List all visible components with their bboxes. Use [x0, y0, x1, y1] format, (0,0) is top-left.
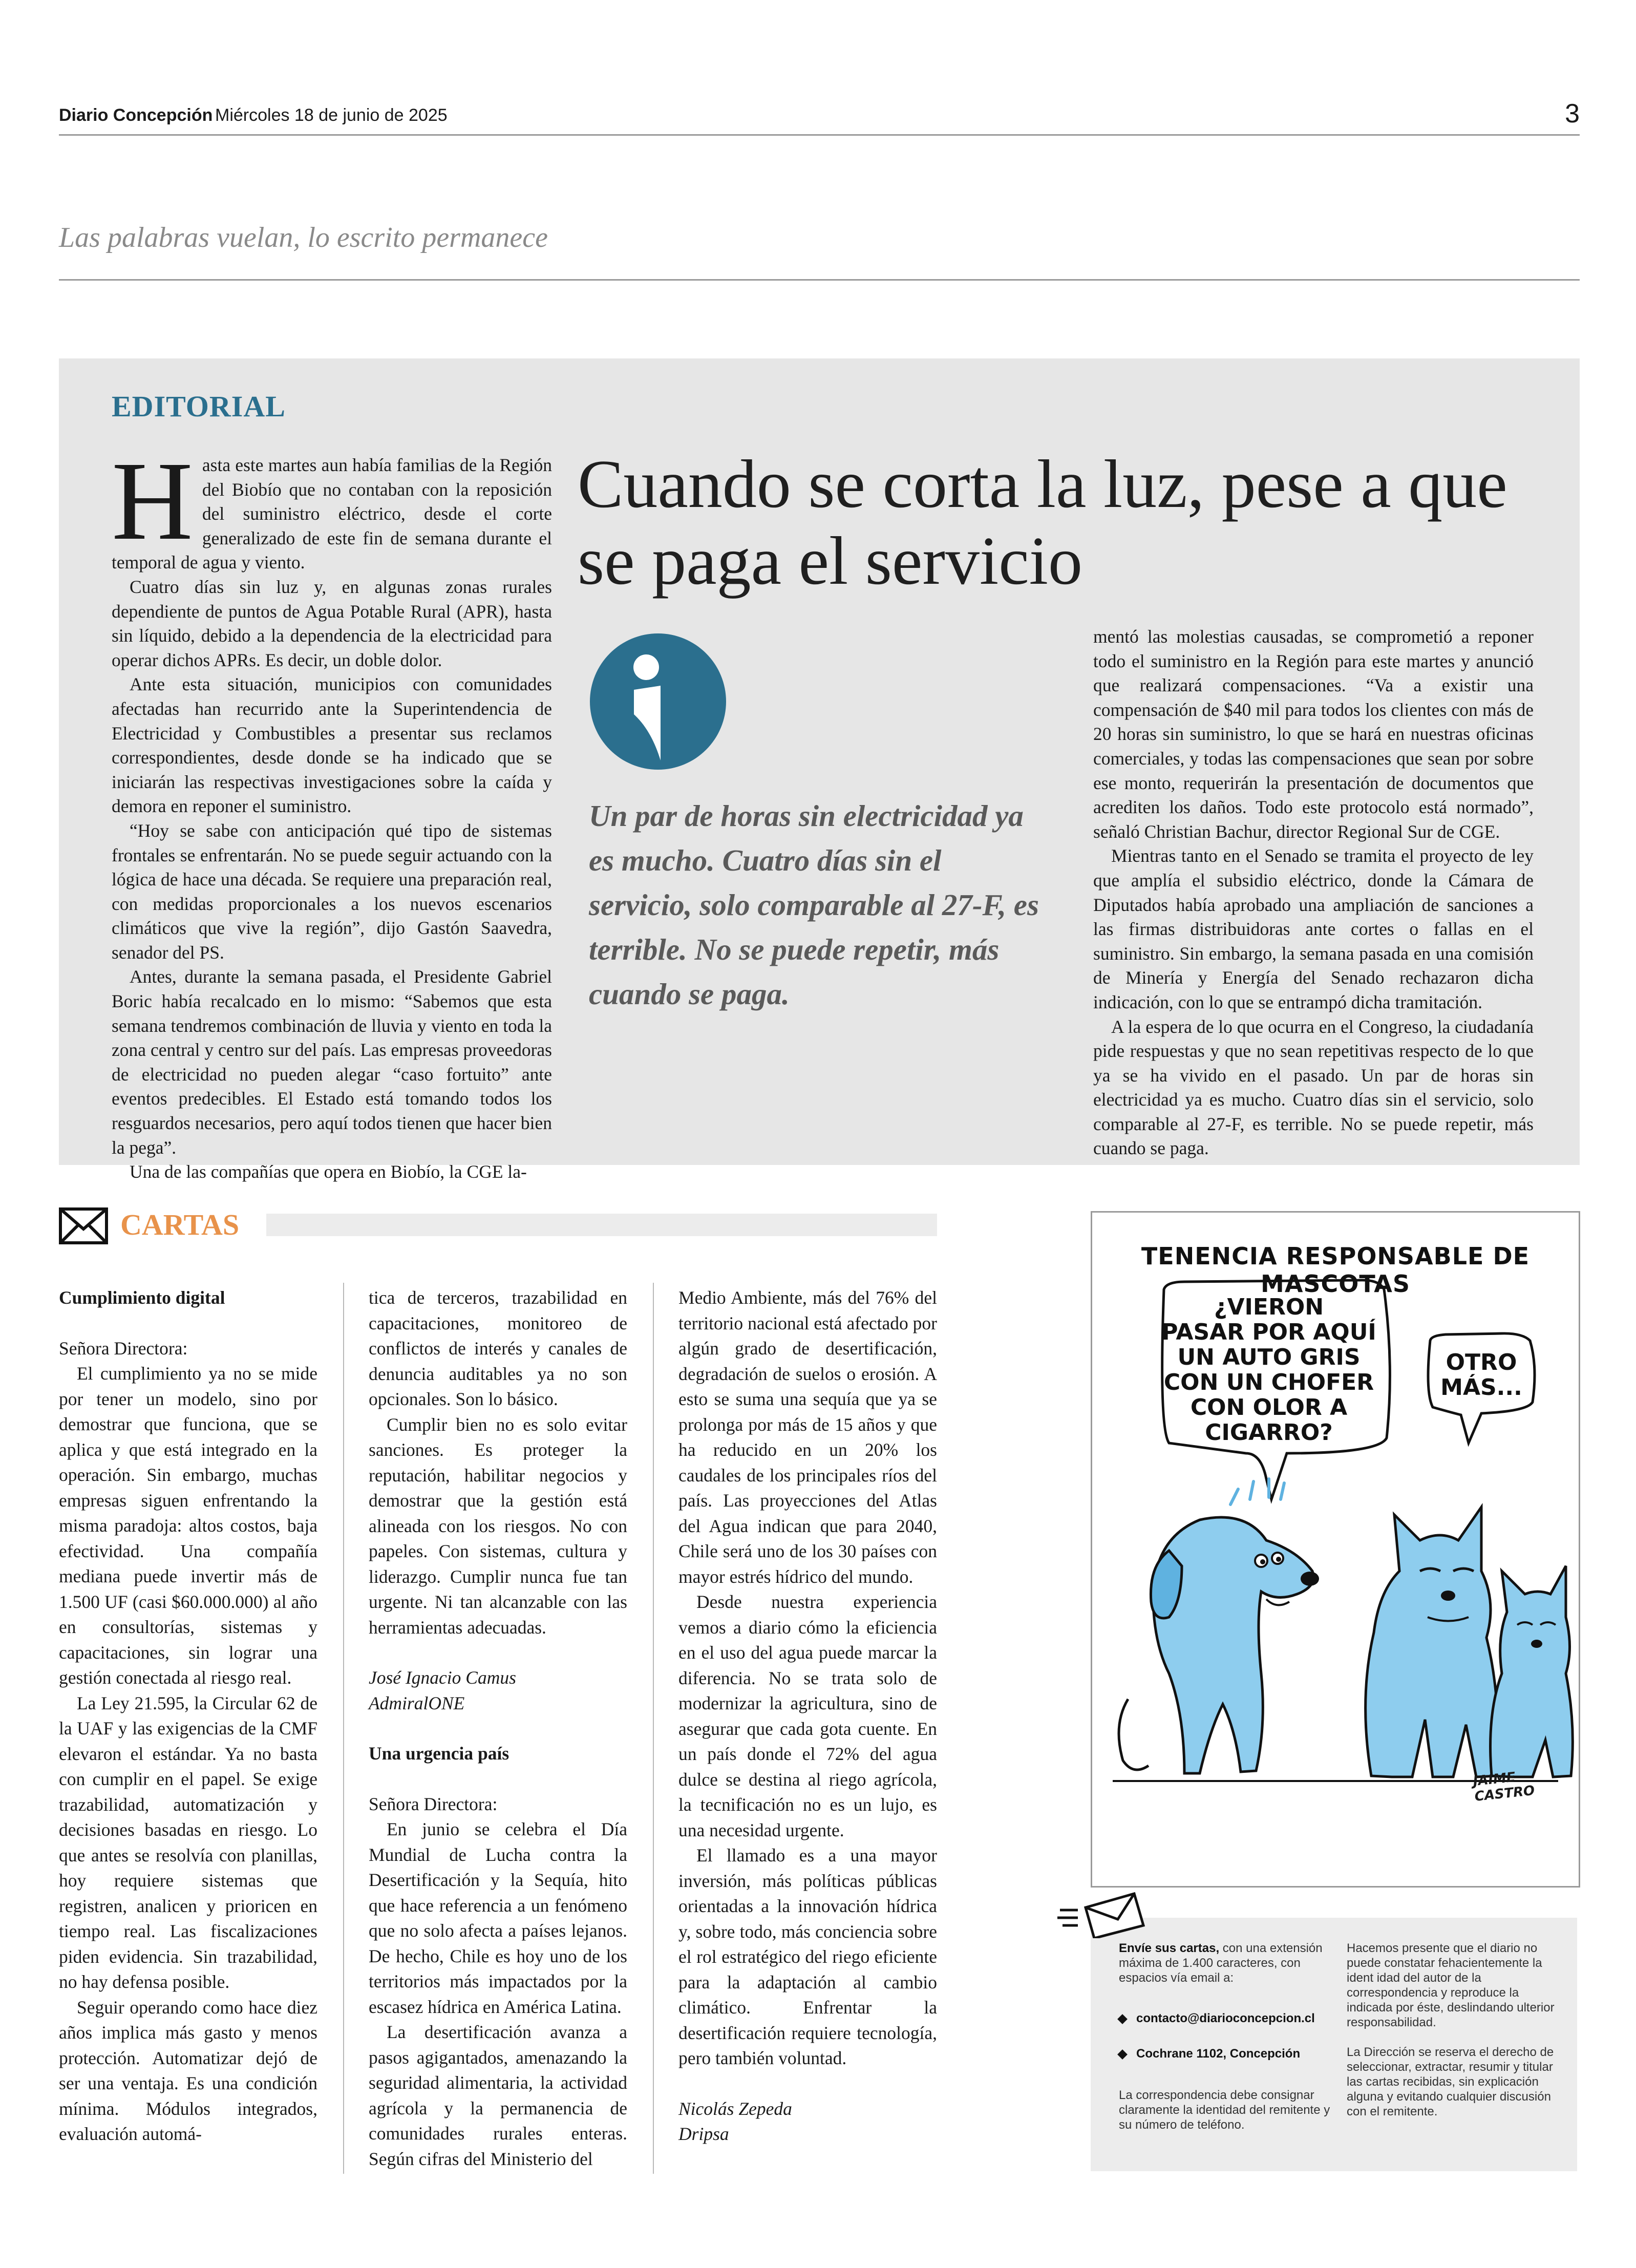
letter-paragraph: Cumplir bien no es solo evitar sanciones. Es proteger la reputación, habilitar negocios y demostrar que la gestión está alineada con los riesgos. No con papeles. Con sistemas, cultura y liderazgo. Cumplir nunca fue tan urgente. Ni tan alcanzable con las herramientas adecuadas.: [369, 1414, 627, 1638]
editorial-pull-quote: Un par de horas sin electricidad ya es mucho. Cuatro días sin el servicio, solo comparable al 27-F, es terrible. No se puede repetir, más cuando se paga.: [589, 799, 1039, 1011]
dog-middle: [1366, 1507, 1498, 1777]
editorial-paragraph: Mientras tanto en el Senado se tramita el proyecto de ley que amplía el subsidio eléctrico, donde la Cámara de Diputados había aprobado una ampliación de sanciones a las firmas distribuidoras ante cortes o fallas en el suministro. Sin embargo, la semana pasada en una comisión de Minería y Energía del Senado rechazaron dicha indicación, con lo que se entrampó dicha tramitación.: [1093, 845, 1534, 1012]
editorial-paragraph: Una de las compañías que opera en Biobío, la CGE la-: [130, 1161, 527, 1182]
letter-paragraph: La Ley 21.595, la Circular 62 de la UAF y las exigencias de la CMF elevaron el estándar. Ya no basta con cumplir en el papel. Se exige trazabilidad, automatización y decisiones basadas en riesgo. Lo que antes se resolvía con planillas, hoy requiere sistemas que registren, analicen y prioricen en tiempo real. Las fiscalizaciones piden evidencia. Sin trazabilidad, no hay defensa posible.: [59, 1692, 317, 1992]
dog-right: [1491, 1566, 1573, 1777]
send-letters-label: Envíe sus cartas,: [1119, 1941, 1220, 1955]
letter-paragraph: tica de terceros, trazabilidad en capacitaciones, monitoreo de conflictos de interés y canales de denuncia auditables ya no son opcionales. Son lo básico.: [369, 1287, 627, 1409]
letter-paragraph: En junio se celebra el Día Mundial de Lucha contra la Desertificación y la Sequía, hito que hace referencia a un fenómeno que no solo afecta a países lejanos. De hecho, Chile es hoy uno de los territorios más impactados por la escasez hídrica en América Latina.: [369, 1819, 627, 2017]
letter-paragraph: La desertificación avanza a pasos agigantados, amenazando la seguridad alimentaria, la actividad agrícola y la permanencia de comunidades rurales enteras. Según cifras del Ministerio del: [369, 2022, 627, 2169]
cartoon-title: TENENCIA RESPONSABLE DE MASCOTAS: [1141, 1242, 1530, 1298]
info-left-column: [1119, 1941, 1334, 2132]
authorship-disclaimer: Hacemos presente que el diario no puede constatar fehacientemente la ident idad del autor de la correspondencia y reproduce la indicada por éste, deslindando ulterior responsabilidad.: [1347, 1941, 1555, 2029]
section-tagline: Las palabras vuelan, lo escrito permanece: [59, 222, 548, 253]
flying-envelope-icon: [1057, 1890, 1147, 1938]
contact-email: contacto@diarioconcepcion.cl: [1136, 2011, 1315, 2025]
letter-author: Nicolás Zepeda: [678, 2098, 792, 2119]
page-number: 3: [1565, 99, 1580, 129]
letter-paragraph: Seguir operando como hace diez años implica más gasto y menos protección. Automatizar dejó de ser una ventaja. Es una condición mínima. Módulos integrados, evaluación automá-: [59, 1997, 317, 2144]
editorial-paragraph: A la espera de lo que ocurra en el Congreso, la ciudadanía pide respuestas y que no sean repetitivas respecto de lo que ya se ha vivido en el pasado. Un par de horas sin electricidad ya es mucho. Cuatro días sin el servicio, solo comparable al 27-F, es terrible. No se puede repetir, más cuando se paga.: [1093, 1016, 1534, 1159]
header-rule: [59, 134, 1580, 136]
envelope-icon: [59, 1207, 108, 1244]
editorial-paragraph: Antes, durante la semana pasada, el Presidente Gabriel Boric había recalcado en lo mismo: “Sabemos que esta semana tendremos combinación de lluvia y viento en toda la zona central y centro sur del país. Las empresas proveedoras de electricidad no pueden alegar “caso fortuito” ante eventos predecibles. El Estado está tomando todos los resguardos necesarios, pero aquí todos tienen que hacer bien la pega”.: [112, 966, 552, 1158]
cartas-header-bar: [266, 1214, 937, 1236]
letter-salutation: Señora Directora:: [59, 1338, 188, 1359]
letter-organization: AdmiralONE: [369, 1692, 465, 1713]
bullet-icon: [1117, 2049, 1128, 2060]
letter-title: Una urgencia país: [369, 1743, 509, 1764]
editorial-paragraph: “Hoy se sabe con anticipación qué tipo de sistemas frontales se enfrentarán. No se puede seguir actuando con la lógica de hace una década. Se requiere una preparación real, con medidas proporcionales a los nuevos escenarios climáticos que vive la región”, dijo Gastón Saavedra, senador del PS.: [112, 820, 552, 963]
letter-paragraph: El cumplimiento ya no se mide por tener un modelo, sino por demostrar que funciona, que se aplica y que está integrado en la operación. Sin embargo, muchas empresas siguen enfrentando la misma paradoja: altos costos, baja efectividad. Una compañía mediana puede invertir más de 1.500 UF (casi $60.000.000) al año en consultorías, sistemas y capacitaciones, sin lograr una gestión conectada al riesgo real.: [59, 1363, 317, 1688]
editorial-paragraph: Cuatro días sin luz y, en algunas zonas rurales dependiente de puntos de Agua Potable Rural (APR), hasta sin líquido, debido a la dependencia de la electricidad para operar dichos APRs. Es decir, un doble dolor.: [112, 576, 552, 670]
issue-date: Miércoles 18 de junio de 2025: [215, 105, 448, 125]
bullet-icon: [1117, 2014, 1128, 2024]
speech-bubble-reply: OTRO MÁS...: [1440, 1349, 1522, 1401]
letter-organization: Dripsa: [678, 2124, 729, 2144]
correspondence-note: La correspondencia debe consignar claramente la identidad del remitente y su número de teléfono.: [1119, 2088, 1330, 2132]
speech-bubble-question: ¿VIERON PASAR POR AQUÍ UN AUTO GRIS CON UN CHOFER CON OLOR A CIGARRO?: [1161, 1294, 1376, 1446]
tagline-rule: [59, 279, 1580, 281]
letters-column-2: [369, 1285, 627, 2172]
column-divider: [653, 1283, 654, 2174]
letter-salutation: Señora Directora:: [369, 1793, 498, 1814]
cartoon-panel: [1091, 1211, 1580, 1888]
cartoonist-signature: JAIME CASTRO: [1472, 1769, 1536, 1805]
info-icon: [589, 632, 727, 771]
editorial-paragraph: mentó las molestias causadas, se comprometió a reponer todo el suministro en la Región para este martes y anunció que realizará compensaciones. “Va a existir una compensación de $40 mil para todos los clientes con más de 20 horas sin suministro, lo que se hará en nuestras oficinas comerciales, y todas las compensaciones que sean por sobre ese monto, requerirán la presentación de documentos que acrediten los daños. Todo este protocolo está normado”, señaló Christian Bachur, director Regional Sur de CGE.: [1093, 626, 1534, 842]
newspaper-name: Diario Concepción: [59, 105, 213, 125]
cartas-label: CARTAS: [120, 1208, 240, 1241]
letters-column-3: [678, 1285, 937, 2147]
dog-left: [1119, 1517, 1319, 1773]
column-divider: [343, 1283, 344, 2174]
letter-paragraph: Desde nuestra experiencia vemos a diario cómo la eficiencia en el uso del agua puede marcar la diferencia. No se trata solo de modernizar la agricultura, sino de asegurar que cada gota cuente. En un país donde el 72% del agua dulce se destina al riego agrícola, la tecnificación no es un lujo, es una necesidad urgente.: [678, 1592, 937, 1840]
contact-address: Cochrane 1102, Concepción: [1136, 2047, 1301, 2061]
editorial-label: EDITORIAL: [112, 390, 286, 423]
editorial-rights-note: La Dirección se reserva el derecho de seleccionar, extractar, resumir y titular las cartas recibidas, sin explicación alguna y evitando cualquier discusión con el remitente.: [1347, 2045, 1554, 2118]
editorial-column-3: [1093, 625, 1534, 1161]
editorial-column-1: [112, 438, 552, 1184]
editorial-title: Cuando se corta la luz, pese a que se paga el servicio: [578, 446, 1507, 599]
letter-paragraph: El llamado es a una mayor inversión, más políticas públicas orientadas a la innovación hídrica y, sobre todo, más conciencia sobre el rol estratégico del riego eficiente para la adaptación al cambio climático. Enfrentar la desertificación requiere tecnología, pero también voluntad.: [678, 1845, 937, 2068]
letter-title: Cumplimiento digital: [59, 1287, 225, 1308]
letter-paragraph: Medio Ambiente, más del 76% del territorio nacional está afectado por algún grado de desertificación, degradación de suelos o erosión. A esto se suma una sequía que ya se prolonga por más de 15 años y que ha reducido en un 20% los caudales de los principales ríos del país. Las proyecciones del Atlas del Agua indican que para 2040, Chile será uno de los 30 países con mayor estrés hídrico del mundo.: [678, 1287, 937, 1587]
letter-author: José Ignacio Camus: [369, 1667, 516, 1688]
letters-column-1: [59, 1285, 317, 2147]
info-right-column: [1347, 1941, 1562, 2119]
drop-cap: H: [112, 438, 193, 563]
editorial-paragraph: Ante esta situación, municipios con comunidades afectadas han recurrido ante la Superintendencia de Electricidad y Combustibles a presentar sus reclamos correspondientes, desde donde se ha indicado que se iniciarán las respectivas investigaciones sobre la caída y demora en reponer el suministro.: [112, 674, 552, 817]
editorial-lead: asta este martes aun había familias de la Región del Biobío que no contaban con la reposición del suministro eléctrico, desde el corte generalizado de este fin de semana durante el temporal de agua y viento.: [112, 455, 552, 573]
send-letters-text: con una extensión máxima de 1.400 caracteres, con espacios vía email a:: [1119, 1941, 1323, 1985]
